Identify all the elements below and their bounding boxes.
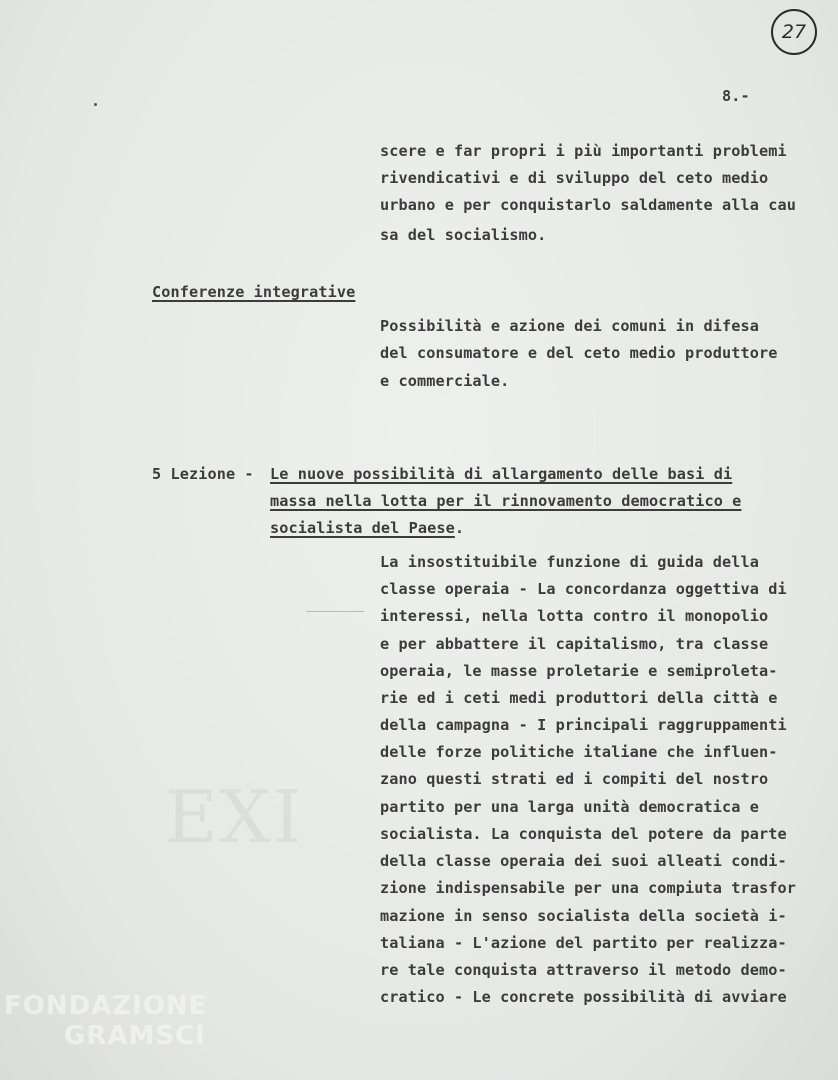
body-line: zano questi strati ed i compiti del nostro [380,770,769,788]
body-line: mazione in senso socialista della società i- [380,907,787,925]
lesson-title-line: massa nella lotta per il rinnovamento democratico e [270,492,742,510]
body-line: cratico - Le concrete possibilità di avviare [380,988,787,1006]
lesson-title-line: Le nuove possibilità di allargamento delle basi di [270,465,733,483]
section-line: del consumatore e del ceto medio produttore [380,344,778,362]
body-line: partito per una larga unità democratica e [380,798,759,816]
watermark-line: FONDAZIONE [4,991,208,1021]
faint-rule [306,611,364,612]
lesson-title-line-wrap [270,519,464,537]
body-line: taliana - L'azione del partito per realizza- [380,934,787,952]
body-line: socialista. La conquista del potere da parte [380,825,787,843]
section-heading: Conferenze integrative [152,283,356,301]
lesson-title-line: socialista del Paese [270,519,455,537]
section-line: e commerciale. [380,372,510,390]
archive-watermark [4,991,207,1051]
bleed-through-mark: E⁣X⁣I [165,775,304,859]
body-line: classe operaia - La concordanza oggettiva di [380,580,787,598]
body-line: della classe operaia dei suoi alleati condi- [380,852,787,870]
ink-dot [94,103,97,106]
intro-line: scere e far propri i più importanti problemi [380,142,787,160]
body-line: delle forze politiche italiane che influen- [380,743,778,761]
body-line: interessi, nella lotta contro il monopolio [380,607,769,625]
watermark-line: GRAMSCI [64,1021,206,1051]
lesson-title-period: . [454,519,465,537]
body-line: operaia, le masse proletarie e semiproleta- [380,662,778,680]
intro-line: sa del socialismo. [380,226,547,244]
section-line: Possibilità e azione dei comuni in difesa [380,317,759,335]
body-line: zione indispensabile per una compiuta trasfor [380,879,796,897]
intro-line: urbano e per conquistarlo saldamente alla cau [380,196,796,214]
body-line: della campagna - I principali raggruppamenti [380,716,787,734]
body-line: La insostituibile funzione di guida della [380,553,759,571]
lesson-label: 5 Lezione - [152,465,263,483]
folio-stamp: 27 [771,9,817,55]
body-line: e per abbattere il capitalismo, tra classe [380,635,769,653]
body-line: re tale conquista attraverso il metodo demo- [380,961,787,979]
body-line: rie ed i ceti medi produttori della città e [380,689,778,707]
intro-line: rivendicativi e di sviluppo del ceto medio [380,169,769,187]
page-number: 8.- [722,87,750,105]
